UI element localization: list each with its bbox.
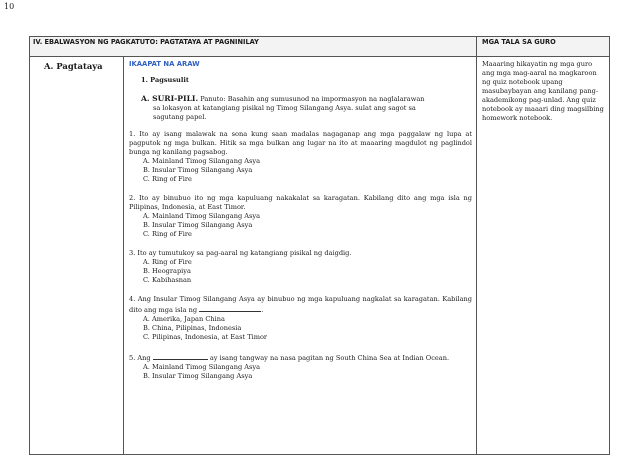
question-stem-end: . [261, 306, 264, 314]
option: B. Heograpiya [143, 267, 191, 275]
question-stem [129, 295, 472, 315]
question-stem-start: 4. Ang Insular Timog Silangang Asya ay binubuo ng mga kapuluang nagkalat sa karagatan. Kabilang dito ang mga isla ng [129, 295, 473, 314]
notes-heading: MGA TALA SA GURO [477, 37, 610, 57]
question-1 [129, 130, 472, 184]
option: B. Insular Timog Silangang Asya [143, 372, 253, 380]
question-3 [129, 249, 472, 285]
instruction-line-2: sa lokasyon at katangiang pisikal ng Timog Silangang Asya. sulat ang sagot sa [153, 104, 416, 112]
option: A. Mainland Timog Silangang Asya [143, 157, 261, 165]
question-stem [129, 352, 472, 363]
instruction-line-3: sagutang papel. [153, 113, 207, 121]
option: A. Ring of Fire [143, 258, 192, 266]
question-stem: 3. Ito ay tumutukoy sa pag-aaral ng katangiang pisikal ng daigdig. [129, 249, 352, 257]
question-stem: 1. Ito ay isang malawak na sona kung saan madalas nagaganap ang mga paggalaw ng lupa at pagputok ng mga bulkan. Hitik sa mga bulkan ang lugar na ito at maaaring magdulot ng paglindol bunga ng kanilang pagsabog. [129, 130, 473, 156]
table-header-row [30, 37, 610, 57]
option: B. Insular Timog Silangang Asya [143, 221, 253, 229]
option: C. Ring of Fire [143, 230, 192, 238]
option: B. China, Pilipinas, Indonesia [143, 324, 242, 332]
instruction [141, 94, 466, 122]
row-label: A. Pagtataya [44, 61, 103, 71]
option: A. Mainland Timog Silangang Asya [143, 363, 261, 371]
question-4 [129, 295, 472, 342]
answer-blank [153, 352, 208, 360]
instruction-line-1: Panuto: Basahin ang sumusunod na impormasyon na naglalarawan [198, 95, 425, 103]
option: C. Pilipinas, Indonesia, at East Timor [143, 333, 268, 341]
quiz-content [124, 57, 477, 455]
assessment-row [30, 57, 610, 455]
question-stem-start: 5. Ang [129, 354, 153, 362]
section-heading: IV. EBALWASYON NG PAGKATUTO: PAGTATAYA AT PAGNINILAY [30, 37, 477, 57]
row-label-cell [30, 57, 124, 455]
question-2 [129, 194, 472, 239]
day-title: IKAAPAT NA ARAW [129, 60, 200, 68]
question-stem-end: ay isang tangway na nasa pagitan ng South China Sea at Indian Ocean. [207, 354, 450, 362]
section-title: 1. Pagsusulit [141, 76, 189, 84]
page-number: 10 [4, 2, 15, 11]
option: A. Mainland Timog Silangang Asya [143, 212, 261, 220]
question-5 [129, 352, 472, 381]
option: C. Ring of Fire [143, 175, 192, 183]
option: C. Kabihasnan [143, 276, 192, 284]
option: B. Insular Timog Silangang Asya [143, 166, 253, 174]
answer-blank [199, 304, 264, 314]
evaluation-table [29, 36, 610, 455]
instruction-tag: A. SURI-PILI. [141, 94, 199, 103]
teacher-note: Maaaring hikayatin ng mga guro ang mga mag-aaral na magkaroon ng quiz notebook upang masubaybayan ang kanilang pang-akademikong pag-unlad. Ang quiz notebook ay maaari ding magsilbing homework notebook. [477, 57, 610, 455]
question-stem: 2. Ito ay binubuo ito ng mga kapuluang nakakalat sa karagatan. Kabilang dito ang mga isla ng Pilipinas, Indonesia, at East Timor. [129, 194, 473, 211]
option: A. Amerika, Japan China [143, 315, 225, 323]
